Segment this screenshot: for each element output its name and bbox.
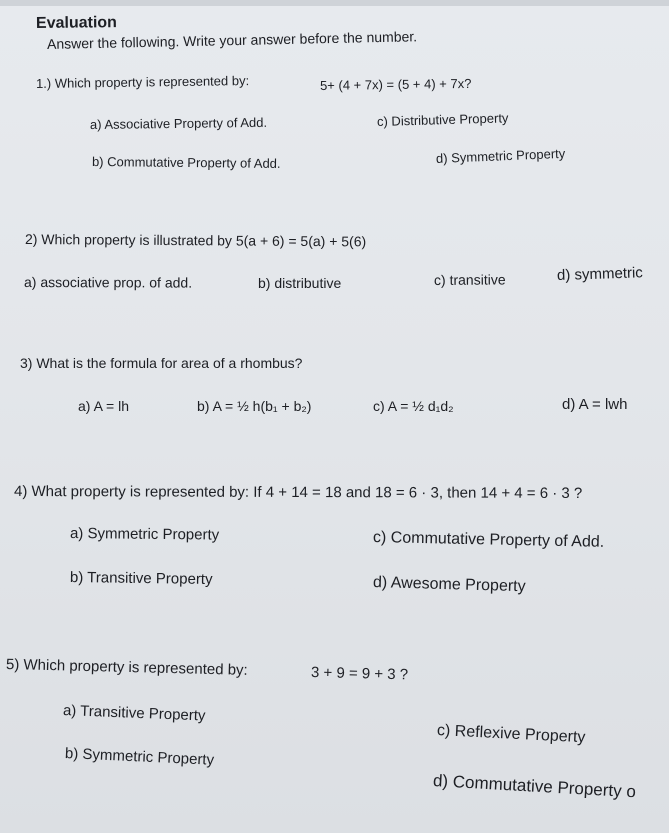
question-5-choice-b: b) Symmetric Property (64, 745, 215, 769)
question-1-choice-b: b) Commutative Property of Add. (91, 154, 281, 171)
question-2-choice-b: b) distributive (258, 275, 342, 291)
question-4-choice-a: a) Symmetric Property (69, 525, 220, 544)
question-3-choice-a: a) A = lh (78, 398, 129, 414)
question-5-choice-c: c) Reflexive Property (436, 722, 586, 747)
question-2-choice-c: c) transitive (433, 271, 506, 288)
worksheet-title: Evaluation (35, 14, 117, 32)
question-1-prompt: 1.) Which property is represented by: (35, 73, 250, 91)
question-1-choice-c: c) Distributive Property (376, 110, 509, 129)
question-3-prompt: 3) What is the formula for area of a rhombus? (20, 355, 303, 371)
question-1-expression: 5+ (4 + 7x) = (5 + 4) + 7x? (319, 75, 472, 93)
question-5-choice-a: a) Transitive Property (62, 702, 206, 725)
question-3-choice-b: b) A = ½ h(b₁ + b₂) (197, 398, 312, 414)
question-4-choice-d: d) Awesome Property (372, 574, 526, 596)
question-2-choice-d: d) symmetric (556, 264, 644, 284)
question-5-expression: 3 + 9 = 9 + 3 ? (310, 664, 409, 684)
question-2-choice-a: a) associative prop. of add. (23, 274, 193, 291)
worksheet-instructions: Answer the following. Write your answer before the number. (46, 28, 418, 52)
question-4-choice-c: c) Commutative Property of Add. (372, 529, 605, 551)
question-4-choice-b: b) Transitive Property (69, 569, 213, 588)
question-5-prompt: 5) Which property is represented by: (5, 656, 248, 679)
question-3-choice-d: d) A = lwh (562, 396, 628, 413)
question-5-choice-d: d) Commutative Property o (432, 771, 637, 802)
page-top-edge (0, 0, 669, 6)
question-3-choice-c: c) A = ½ d₁d₂ (373, 398, 454, 414)
question-1-choice-a: a) Associative Property of Add. (89, 114, 268, 132)
question-2-prompt: 2) Which property is illustrated by 5(a + 6) = 5(a) + 5(6) (24, 231, 367, 250)
question-4-prompt: 4) What property is represented by: If 4 + 14 = 18 and 18 = 6 · 3, then 14 + 4 = 6 · 3 ? (13, 483, 583, 502)
question-1-choice-d: d) Symmetric Property (435, 145, 566, 166)
